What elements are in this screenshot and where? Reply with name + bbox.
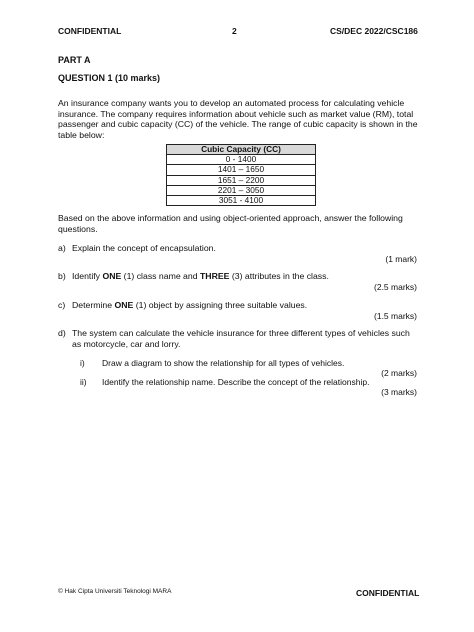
question-c-marks: (1.5 marks) xyxy=(374,311,417,321)
instructions-paragraph: Based on the above information and using object-oriented approach, answer the following questions. xyxy=(58,213,403,234)
question-title: QUESTION 1 (10 marks) xyxy=(58,73,161,83)
table-row: 2201 – 3050 xyxy=(167,185,316,195)
question-c-post: (1) object by assigning three suitable values. xyxy=(133,300,308,310)
question-b-bold-three: THREE xyxy=(199,271,230,281)
part-title: PART A xyxy=(58,55,91,65)
question-d-ii-text: Identify the relationship name. Describe the concept of the relationship. xyxy=(102,377,370,387)
cubic-capacity-table xyxy=(166,144,316,206)
table-row: 3051 - 4100 xyxy=(167,196,316,206)
footer-confidential: CONFIDENTIAL xyxy=(356,588,420,598)
question-d-ii-label: ii) xyxy=(80,377,87,387)
question-c-bold-one: ONE xyxy=(114,300,134,310)
footer-copyright: © Hak Cipta Universiti Teknologi MARA xyxy=(58,588,172,595)
question-d-i-label: i) xyxy=(80,358,85,368)
question-b-bold-one: ONE xyxy=(102,271,122,281)
header-paper-code: CS/DEC 2022/CSC186 xyxy=(330,26,418,36)
question-b-pre: Identify xyxy=(72,271,103,281)
question-d-label: d) xyxy=(58,328,66,338)
table-row: 1401 – 1650 xyxy=(167,165,316,175)
table-header: Cubic Capacity (CC) xyxy=(167,145,316,155)
question-d-i-marks: (2 marks) xyxy=(381,368,417,378)
question-d-ii-marks: (3 marks) xyxy=(381,387,417,397)
intro-paragraph: An insurance company wants you to develop an automated process for calculating vehicle insurance. The company requires information about vehicle such as market value (RM), total passenger and cubic capacity (CC) of the vehicle. The range of cubic capacity is shown in the table below: xyxy=(58,98,418,140)
question-c-pre: Determine xyxy=(72,300,115,310)
question-b-post: (3) attributes in the class. xyxy=(229,271,329,281)
question-c-text xyxy=(72,300,420,311)
question-a-text: Explain the concept of encapsulation. xyxy=(72,243,216,253)
question-a-marks: (1 mark) xyxy=(385,254,417,264)
header-confidential: CONFIDENTIAL xyxy=(58,26,122,36)
header-page-number: 2 xyxy=(232,26,237,36)
question-b-label: b) xyxy=(58,271,66,281)
question-d-text: The system can calculate the vehicle insurance for three different types of vehicles such as motorcycle, car and lorry. xyxy=(72,328,410,349)
question-b-text xyxy=(72,271,420,282)
table-row: 0 - 1400 xyxy=(167,155,316,165)
question-b-mid: (1) class name and xyxy=(121,271,200,281)
question-b-marks: (2.5 marks) xyxy=(374,282,417,292)
question-d-i-text: Draw a diagram to show the relationship for all types of vehicles. xyxy=(102,358,345,368)
question-c-label: c) xyxy=(58,300,66,310)
question-a-label: a) xyxy=(58,243,66,253)
table-row: 1651 – 2200 xyxy=(167,175,316,185)
